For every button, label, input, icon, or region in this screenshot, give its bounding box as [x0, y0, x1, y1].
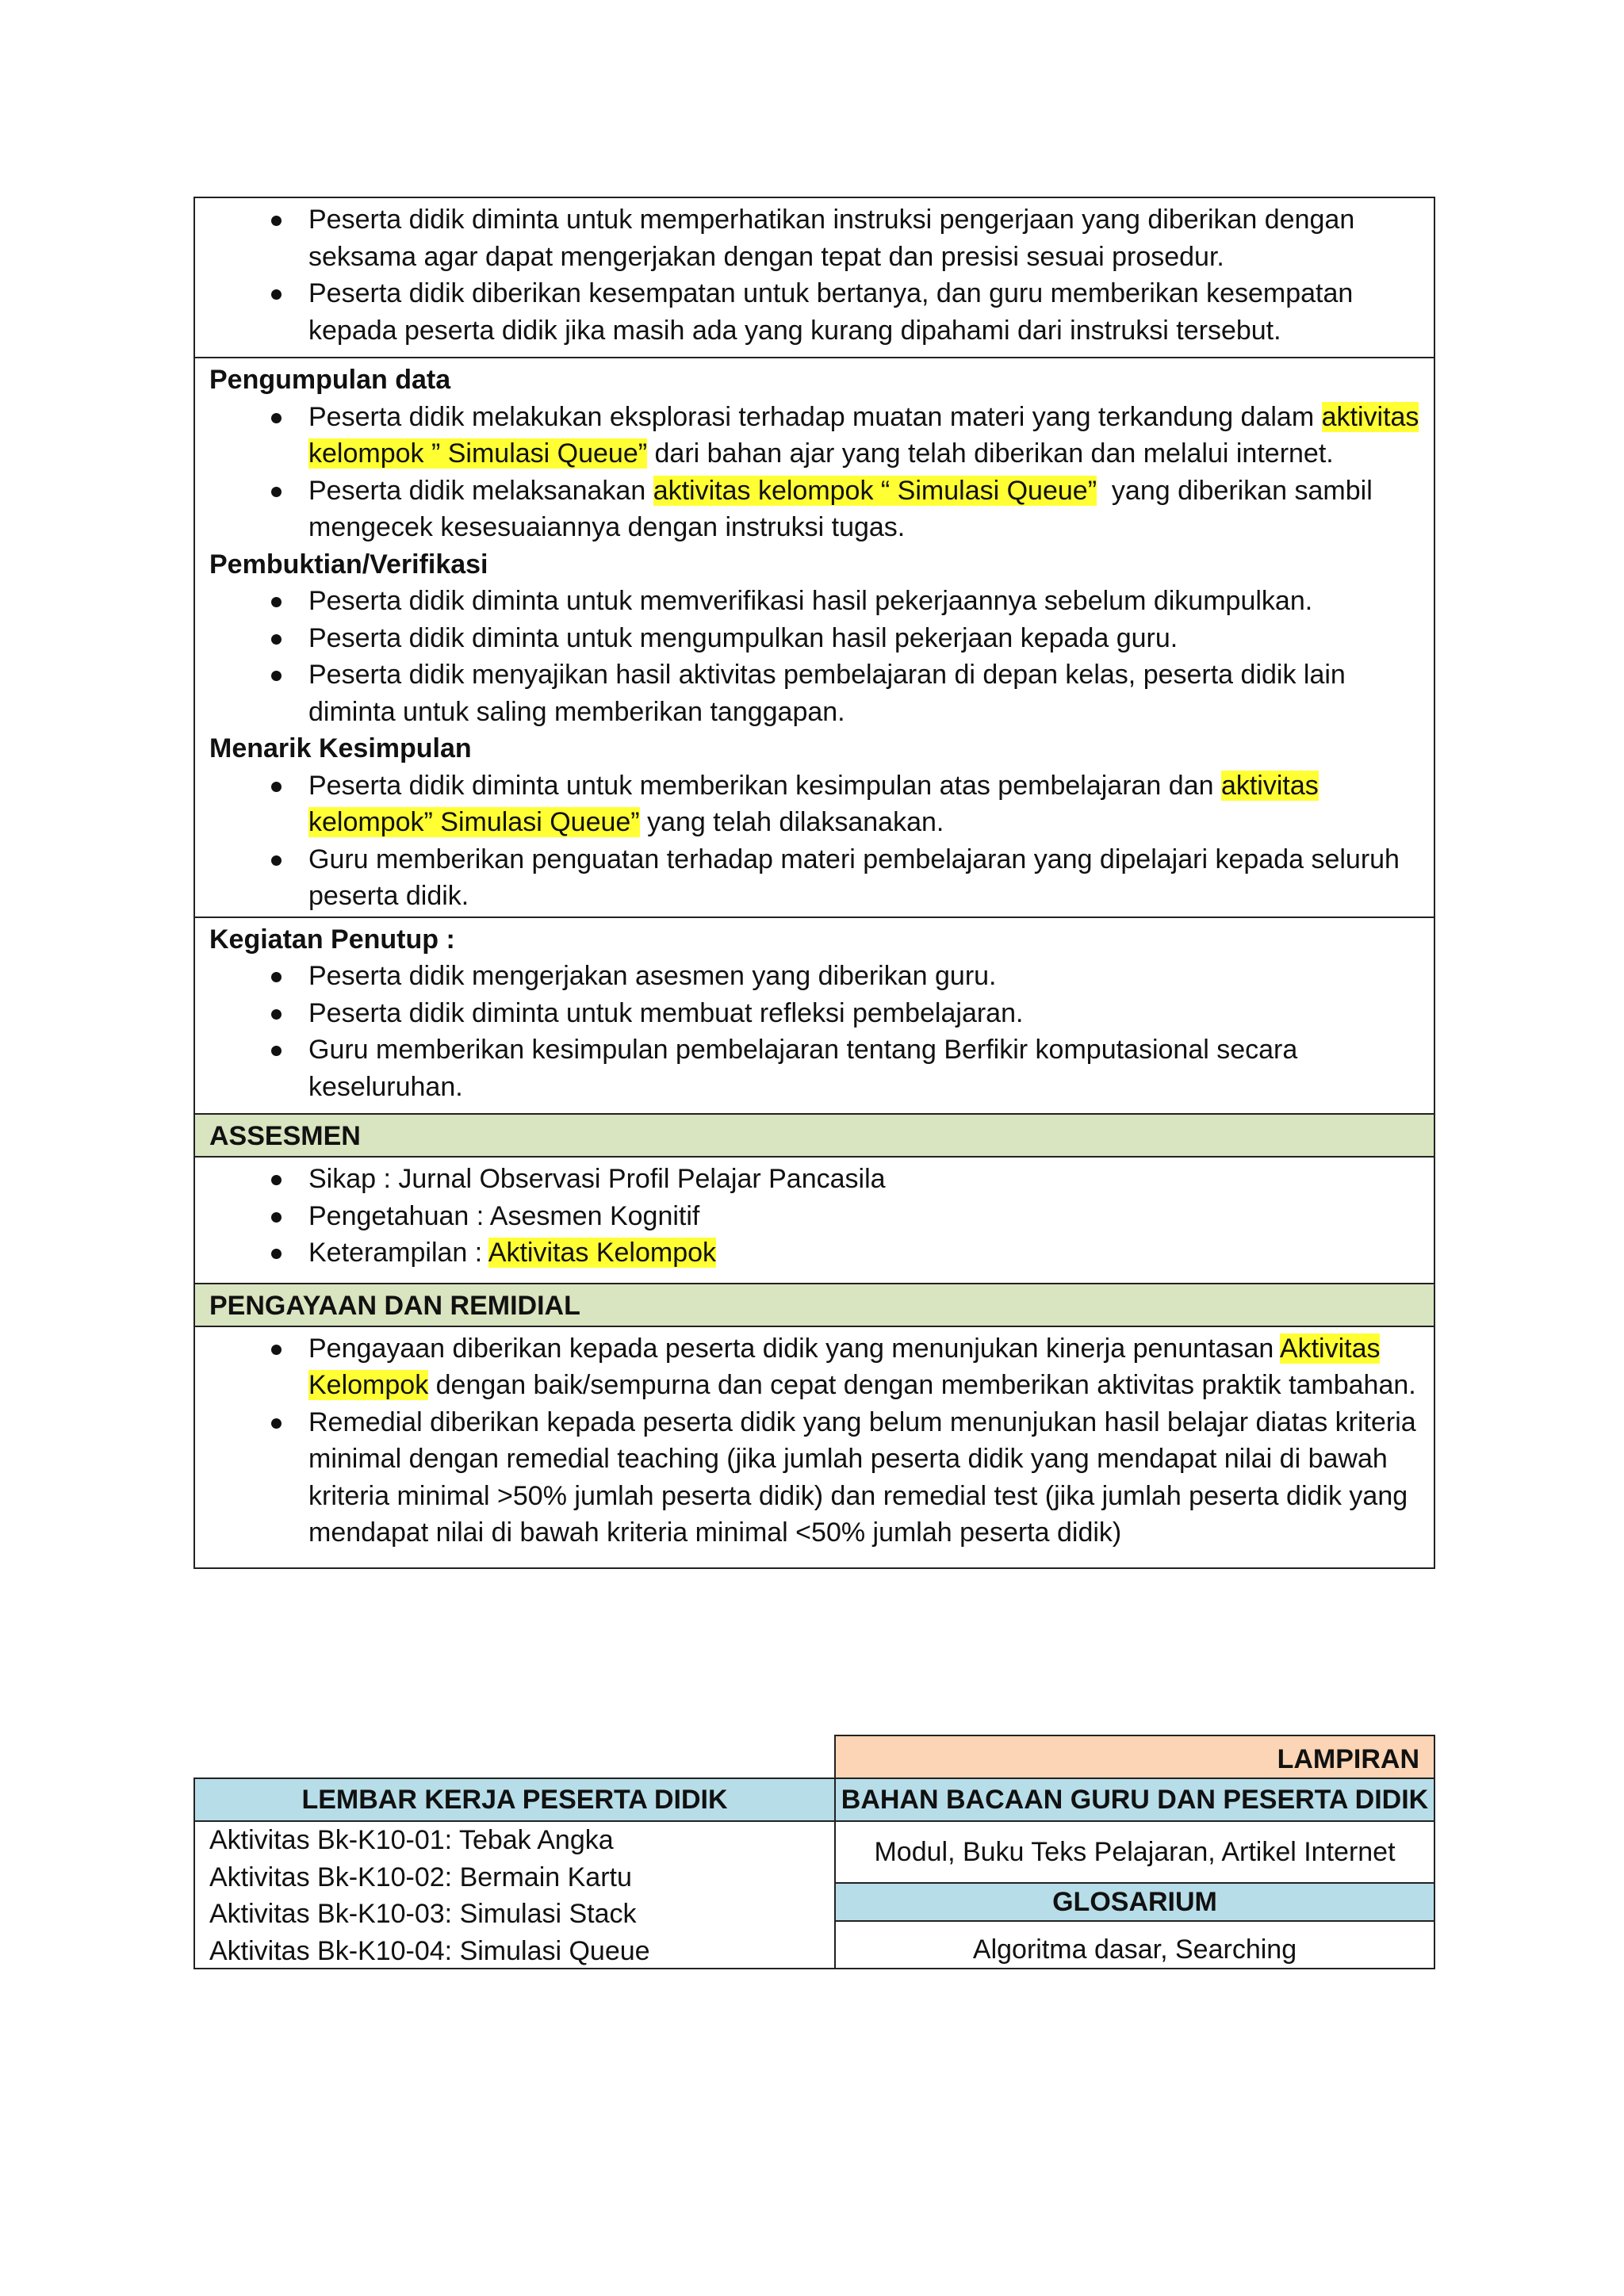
list-item	[209, 1330, 1419, 1404]
table-row	[194, 197, 1434, 358]
list-item: Peserta didik diberikan kesempatan untuk bertanya, dan guru memberikan kesempatan kepada peserta didik jika masih ada yang kurang dipahami dari instruksi tersebut.	[209, 275, 1419, 349]
list-item: Peserta didik menyajikan hasil aktivitas pembelajaran di depan kelas, peserta didik lain diminta untuk saling memberikan tanggapan.	[209, 656, 1419, 730]
text-span: yang telah dilaksanakan.	[639, 807, 944, 837]
table-row	[194, 1114, 1434, 1157]
table-row	[194, 358, 1434, 917]
closing-cell	[194, 917, 1434, 1115]
text-span: dengan baik/sempurna dan cepat dengan memberikan aktivitas praktik tambahan.	[428, 1370, 1416, 1400]
list-item: Peserta didik diminta untuk membuat refleksi pembelajaran.	[209, 995, 1419, 1032]
instructions-list	[209, 201, 1419, 349]
highlighted-text: Aktivitas Kelompok	[308, 1333, 1381, 1400]
list-item: Guru memberikan penguatan terhadap materi pembelajaran yang dipelajari kepada seluruh peserta didik.	[209, 841, 1419, 915]
highlighted-text: aktivitas kelompok” Simulasi Queue”	[308, 770, 1319, 837]
list-item: Remedial diberikan kepada peserta didik yang belum menunjukan hasil belajar diatas kriteria minimal dengan remedial teaching (jika jumlah peserta didik yang mendapat nilai di bawah kriteria minimal >50% jumlah peserta didik) dan remedial test (jika jumlah peserta didik yang mendapat nilai di bawah kriteria minimal <50% jumlah peserta didik)	[209, 1404, 1419, 1552]
list-item: Pengetahuan : Asesmen Kognitif	[209, 1198, 1419, 1235]
section-title-pembuktian: Pembuktian/Verifikasi	[209, 549, 488, 580]
activities-cell	[194, 358, 1434, 917]
section-title-pengumpulan: Pengumpulan data	[209, 365, 451, 395]
table-row	[194, 1284, 1434, 1326]
list-item	[209, 473, 1419, 546]
list-item	[209, 1234, 1419, 1272]
glosarium-value: Algoritma dasar, Searching	[834, 1920, 1435, 1969]
section-header-asesmen: ASSESMEN	[194, 1114, 1434, 1157]
list-item: Aktivitas Bk-K10-01: Tebak Angka	[209, 1825, 614, 1855]
asesmen-cell	[194, 1157, 1434, 1284]
section-title-kesimpulan: Menarik Kesimpulan	[209, 733, 472, 763]
lampiran-table	[193, 1735, 1435, 1973]
pengayaan-cell	[194, 1326, 1434, 1568]
section-header-pengayaan: PENGAYAAN DAN REMIDIAL	[194, 1284, 1434, 1326]
bahan-bacaan-value: Modul, Buku Teks Pelajaran, Artikel Internet	[834, 1820, 1435, 1884]
highlighted-text: aktivitas kelompok “ Simulasi Queue”	[653, 475, 1097, 506]
text-span: yang diberikan sambil mengecek kesesuaiannya dengan instruksi tugas.	[308, 475, 1381, 542]
text-span: Keterampilan :	[308, 1238, 488, 1268]
list-item: Peserta didik diminta untuk memperhatikan instruksi pengerjaan yang diberikan dengan seksama agar dapat mengerjakan dengan tepat dan presisi sesuai prosedur.	[209, 201, 1419, 275]
text-span: Peserta didik melaksanakan	[308, 475, 653, 506]
kesimpulan-list	[209, 767, 1419, 915]
lesson-plan-table-wrapper	[193, 197, 1435, 1569]
penutup-list	[209, 958, 1419, 1105]
lesson-plan-table	[193, 197, 1435, 1569]
instructions-cell	[194, 197, 1434, 358]
list-item: Peserta didik diminta untuk mengumpulkan hasil pekerjaan kepada guru.	[209, 620, 1419, 657]
pengumpulan-list	[209, 399, 1419, 546]
list-item: Peserta didik diminta untuk memverifikasi hasil pekerjaannya sebelum dikumpulkan.	[209, 583, 1419, 620]
highlighted-text: Aktivitas Kelompok	[488, 1238, 717, 1268]
list-item: Aktivitas Bk-K10-03: Simulasi Stack	[209, 1899, 637, 1929]
lkpd-list	[193, 1820, 836, 1969]
list-item: Aktivitas Bk-K10-04: Simulasi Queue	[209, 1935, 650, 1966]
text-span: Pengayaan diberikan kepada peserta didik yang menunjukan kinerja penuntasan	[308, 1333, 1280, 1364]
list-item: Peserta didik mengerjakan asesmen yang diberikan guru.	[209, 958, 1419, 995]
pengayaan-list	[209, 1330, 1419, 1552]
list-item: Sikap : Jurnal Observasi Profil Pelajar Pancasila	[209, 1161, 1419, 1198]
lkpd-header: LEMBAR KERJA PESERTA DIDIK	[193, 1777, 836, 1822]
text-span: Peserta didik diminta untuk memberikan kesimpulan atas pembelajaran dan	[308, 770, 1221, 801]
bahan-bacaan-header: BAHAN BACAAN GURU DAN PESERTA DIDIK	[834, 1777, 1435, 1822]
table-row	[194, 1157, 1434, 1284]
list-item: Aktivitas Bk-K10-02: Bermain Kartu	[209, 1862, 632, 1892]
list-item	[209, 399, 1419, 473]
text-span: Peserta didik melakukan eksplorasi terhadap muatan materi yang terkandung dalam	[308, 401, 1322, 432]
list-item: Guru memberikan kesimpulan pembelajaran tentang Berfikir komputasional secara keseluruhan.	[209, 1031, 1419, 1105]
table-row	[194, 1326, 1434, 1568]
glosarium-header: GLOSARIUM	[834, 1882, 1435, 1922]
section-title-penutup: Kegiatan Penutup :	[209, 924, 455, 955]
table-row	[194, 917, 1434, 1115]
text-span: dari bahan ajar yang telah diberikan dan melalui internet.	[647, 438, 1334, 469]
highlighted-text: aktivitas kelompok ” Simulasi Queue”	[308, 401, 1419, 469]
pembuktian-list	[209, 583, 1419, 730]
lampiran-header: LAMPIRAN	[834, 1735, 1435, 1779]
list-item	[209, 767, 1419, 841]
asesmen-list	[209, 1161, 1419, 1272]
